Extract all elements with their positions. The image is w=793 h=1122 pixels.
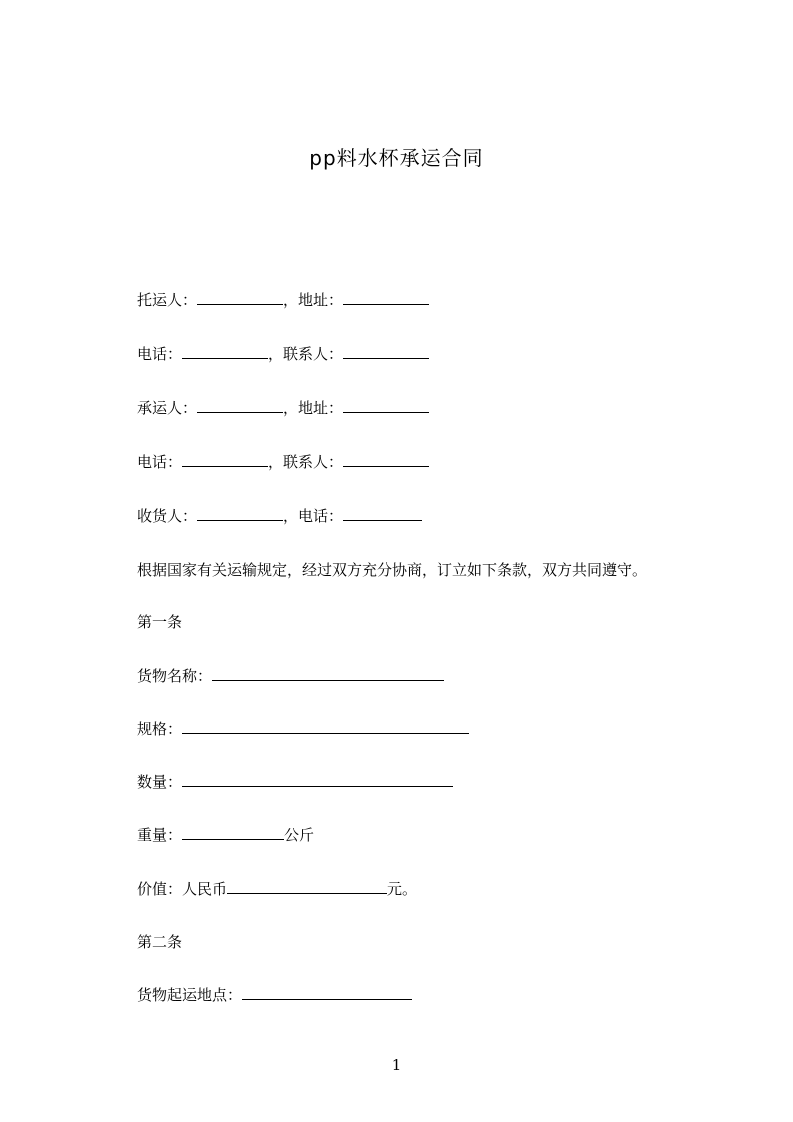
- article-2-heading: 第二条: [137, 933, 183, 951]
- carrier-phone-blank[interactable]: [182, 452, 268, 467]
- origin-line: [137, 985, 412, 1005]
- article-1-heading: 第一条: [137, 613, 183, 631]
- value-unit: 元。: [387, 880, 418, 898]
- goods-name-label: 货物名称：: [137, 667, 213, 685]
- shipper-name-blank[interactable]: [197, 290, 283, 305]
- shipper-contact-line: [137, 344, 429, 364]
- carrier-phone-label: 电话：: [137, 453, 183, 471]
- consignee-phone-blank[interactable]: [343, 506, 422, 521]
- document-title: pp料水杯承运合同: [309, 146, 484, 170]
- shipper-address-label: 地址：: [298, 291, 344, 309]
- value-label: 价值：人民币: [137, 880, 228, 898]
- carrier-address-blank[interactable]: [343, 398, 429, 413]
- consignee-phone-label: 电话：: [298, 507, 344, 525]
- shipper-contact-label: 联系人：: [283, 345, 344, 363]
- carrier-line: [137, 398, 429, 418]
- origin-blank[interactable]: [242, 985, 412, 1000]
- shipper-label: 托运人：: [137, 291, 198, 309]
- shipper-contact-blank[interactable]: [343, 344, 429, 359]
- shipper-phone-label: 电话：: [137, 345, 183, 363]
- carrier-contact-blank[interactable]: [343, 452, 429, 467]
- carrier-address-label: 地址：: [298, 399, 344, 417]
- quantity-blank[interactable]: [182, 772, 453, 787]
- separator: ，: [283, 291, 299, 309]
- shipper-phone-blank[interactable]: [182, 344, 268, 359]
- carrier-name-blank[interactable]: [197, 398, 283, 413]
- spec-label: 规格：: [137, 720, 183, 738]
- value-line: [137, 879, 417, 899]
- separator: ，: [268, 345, 284, 363]
- quantity-line: [137, 772, 453, 792]
- carrier-contact-line: [137, 452, 429, 472]
- consignee-name-blank[interactable]: [197, 506, 283, 521]
- spec-blank[interactable]: [182, 719, 469, 734]
- goods-name-line: [137, 666, 444, 686]
- page-number: 1: [391, 1056, 402, 1074]
- weight-blank[interactable]: [182, 825, 284, 840]
- consignee-label: 收货人：: [137, 507, 198, 525]
- origin-label: 货物起运地点：: [137, 986, 243, 1004]
- intro-paragraph: 根据国家有关运输规定，经过双方充分协商，订立如下条款，双方共同遵守。: [137, 561, 648, 579]
- separator: ，: [283, 507, 299, 525]
- spec-line: [137, 719, 469, 739]
- weight-unit: 公斤: [284, 826, 315, 844]
- weight-label: 重量：: [137, 826, 183, 844]
- value-blank[interactable]: [227, 879, 387, 894]
- carrier-label: 承运人：: [137, 399, 198, 417]
- separator: ，: [283, 399, 299, 417]
- separator: ，: [268, 453, 284, 471]
- shipper-address-blank[interactable]: [343, 290, 429, 305]
- quantity-label: 数量：: [137, 773, 183, 791]
- consignee-line: [137, 506, 422, 526]
- shipper-line: [137, 290, 429, 310]
- carrier-contact-label: 联系人：: [283, 453, 344, 471]
- weight-line: [137, 825, 314, 845]
- goods-name-blank[interactable]: [212, 666, 444, 681]
